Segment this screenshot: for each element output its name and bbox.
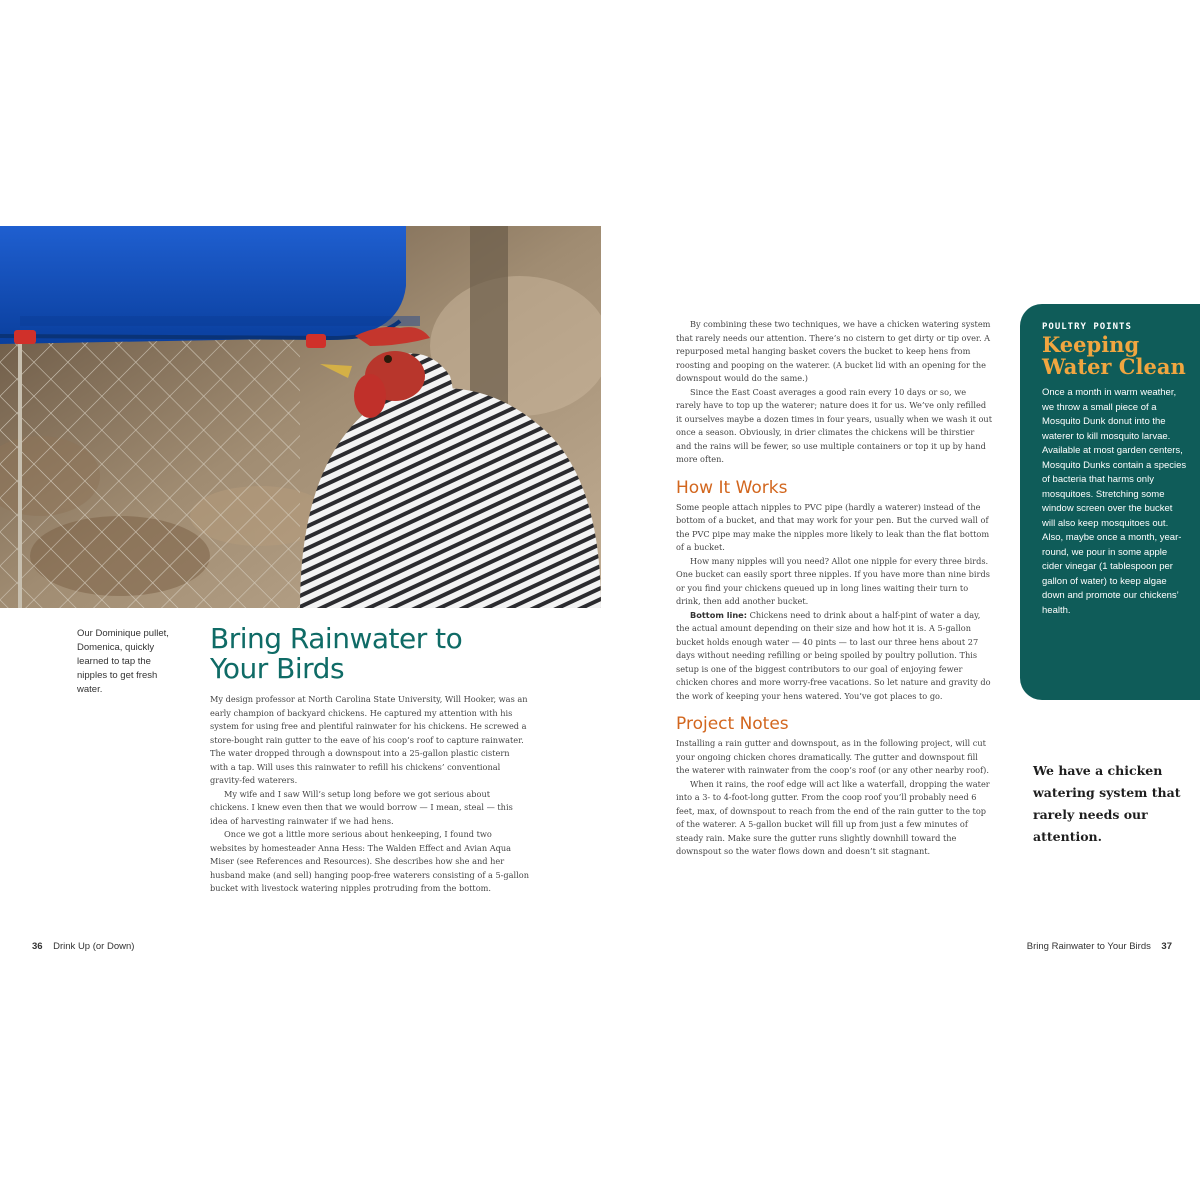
sidebar-title: Keeping Water Clean (1042, 332, 1186, 379)
photo-caption: Our Dominique pullet, Domenica, quickly learned to tap the nipples to get fresh water. (77, 628, 169, 695)
how-paragraph-2: How many nipples will you need? Allot one nipple for every three birds. One bucket can easily sport three nipples. If you have more than nine birds or you find your chickens queued up in long lines waiting their turn to drink, then add another bucket. (676, 555, 990, 606)
chicken-photo (0, 226, 601, 608)
bottom-line-text: Chickens need to drink about a half-pint of water a day, the actual amount depending on their size and how hot it is. A 5-gallon bucket holds enough water — 40 pints — to last our three hens about 27 days without needing refilling or being spoiled by poultry pollution. This setup is one of the biggest contributors to our goal of enjoying fewer chicken chores and more worry-free vacations. So let nature and gravity do the work of keeping your hens watered. You’ve got places to go. (676, 609, 991, 701)
left-paragraph-2: My wife and I saw Will’s setup long before we got serious about chickens. I knew even then that we would borrow — I mean, steal — this idea of harvesting rainwater if we had hens. (210, 788, 513, 826)
right-intro-1: By combining these two techniques, we have a chicken watering system that rarely needs our attention. There’s no cistern to get dirty or tip over. A repurposed metal hanging basket covers the bucket to keep hens from roosting and pooping on the waterer. (A bucket lid with an opening for the downspout would do the same.) (676, 319, 991, 383)
left-paragraph-3: Once we got a little more serious about henkeeping, I found two websites by homesteader Anna Hess: The Walden Effect and Avian Aqua Miser (see References and Resources). She describes how she and her husband make (and sell) hanging poop-free waterers consisting of a 5-gallon bucket with livestock watering nipples protruding from the bottom. (210, 829, 529, 893)
right-intro-2: Since the East Coast averages a good rain every 10 days or so, we rarely have to top up the waterer; nature does it for us. We’ve only refilled it ourselves maybe a dozen times in four years, usually when we wash it out once a season. Obviously, in drier climates the chickens will be thirstier and the rains will be fewer, so use multiple containers or top it up by hand more often. (676, 386, 992, 464)
page-number-right: 37 (1161, 941, 1172, 952)
project-notes-heading: Project Notes (676, 714, 789, 734)
notes-paragraph-2: When it rains, the roof edge will act like a waterfall, dropping the water into a 3- to 4-foot-long gutter. From the coop roof you’ll probably need 6 feet, max, of downspout to reach from the end of the rain gutter to the top of the waterer. A 5-gallon bucket will fill up from just a few minutes of steady rain. Make sure the gutter runs slightly downhill toward the downspout so the water flows down and doesn’t sit stagnant. (676, 778, 990, 856)
footer-left (32, 941, 134, 952)
how-it-works-heading: How It Works (676, 477, 788, 498)
how-paragraph-1: Some people attach nipples to PVC pipe (hardly a waterer) instead of the bottom of a bucket, and that may work for your pen. But the curved wall of the PVC pipe may make the nipples more likely to leak than the flat bottom of a bucket. (676, 501, 990, 552)
bottom-line-paragraph (676, 609, 992, 704)
poultry-points-sidebar (1020, 304, 1200, 700)
bottom-line-label: Bottom line: (690, 609, 747, 620)
notes-paragraph-1: Installing a rain gutter and downspout, as in the following project, will cut your ongoing chicken chores dramatically. The gutter and downspout fill the waterer with rainwater from the coop’s roof (or any other nearby roof). (676, 738, 989, 775)
footer-section-right: Bring Rainwater to Your Birds (1026, 941, 1151, 952)
right-body-text (676, 318, 992, 859)
page-number-left: 36 (32, 941, 43, 952)
sidebar-kicker: POULTRY POINTS (1042, 322, 1132, 332)
pull-quote: We have a chicken watering system that rarely needs our attention. (1033, 763, 1181, 844)
sidebar-text: Once a month in warm weather, we throw a small piece of a Mosquito Dunk donut into the waterer to kill mosquito larvae. Available at most garden centers, Mosquito Dunks contain a species of bacteria that harms only mosquitoes. Stretching some window screen over the bucket will also keep mosquitoes out. Also, maybe once a month, year-round, we pour in some apple cider vinegar (1 tablespoon per gallon of water) to keep algae down and promote our chickens’ health. (1042, 387, 1187, 616)
page-title: Bring Rainwater to Your Birds (210, 622, 463, 685)
footer-right (1027, 941, 1172, 952)
left-paragraph-1: My design professor at North Carolina State University, Will Hooker, was an early champion of backyard chickens. He captured my attention with his system for using free and plentiful rainwater for his chickens. He screwed a store-bought rain gutter to the eave of his coop’s roof to capture rainwater. The water dropped through a downspout into a 25-gallon plastic cistern with a tap. Will uses this rainwater to refill his chickens’ conventional gravity-fed waterers. (210, 694, 528, 785)
footer-section-left: Drink Up (or Down) (53, 941, 135, 952)
left-body-text (210, 693, 530, 896)
